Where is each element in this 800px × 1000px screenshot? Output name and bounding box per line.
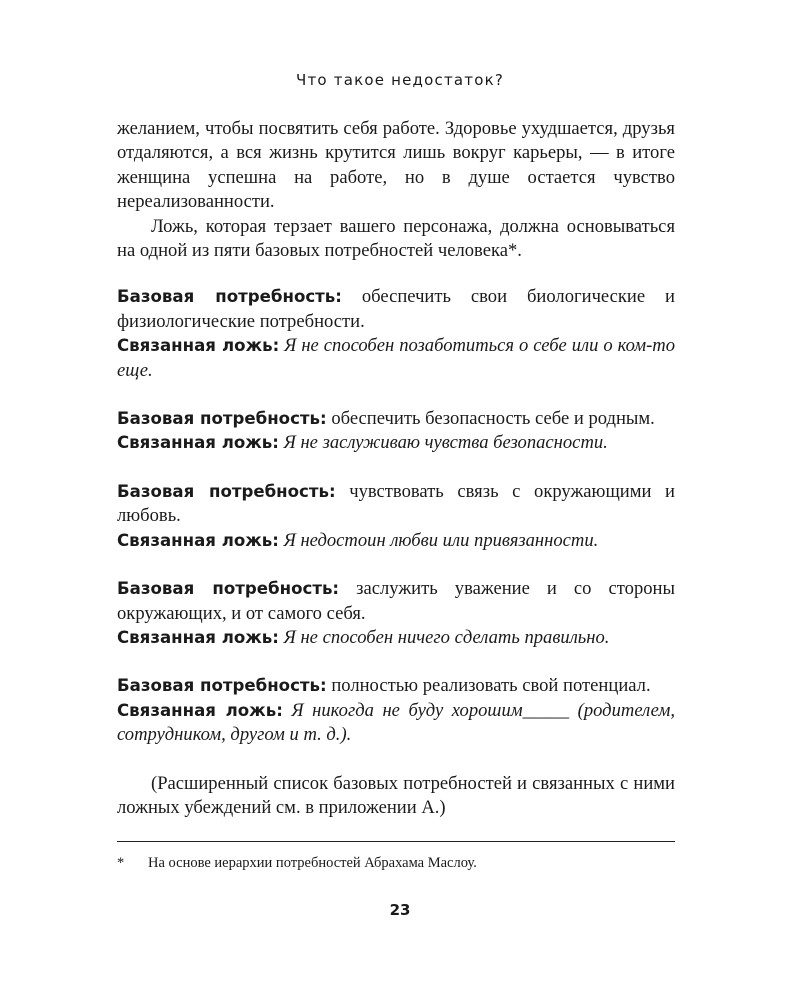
need-line: [117, 285, 675, 334]
body-text: [117, 117, 675, 820]
need-lie-pair-4: [117, 577, 675, 650]
lie-line: [117, 699, 675, 748]
need-line: [117, 480, 675, 529]
need-label: Базовая потребность:: [117, 579, 340, 599]
need-label: Базовая потребность:: [117, 481, 336, 501]
paragraph-lie: Ложь, которая терзает вашего персонажа, должна основываться на одной из пяти базовых потребностей человека*.: [117, 215, 675, 262]
lie-label: Связанная ложь:: [117, 336, 280, 356]
need-text: заслужить уважение и со стороны окружающих, и от самого себя.: [117, 578, 675, 624]
lie-text: Я недостоин любви или привязанности.: [283, 529, 599, 551]
lie-label: Связанная ложь:: [117, 627, 279, 647]
lie-label: Связанная ложь:: [117, 530, 279, 550]
footnote-mark: *: [117, 855, 125, 871]
need-label: Базовая потребность:: [117, 676, 327, 696]
need-text: полностью реализовать свой потенциал.: [331, 675, 651, 697]
need-line: [117, 577, 675, 626]
need-label: Базовая потребность:: [117, 409, 327, 429]
need-text: обеспечить безопасность себе и родным.: [331, 408, 655, 430]
lie-line: [117, 334, 675, 383]
lie-line: [117, 431, 675, 455]
need-lie-pair-5: [117, 674, 675, 747]
lie-text: Я не заслуживаю чувства безопасности.: [283, 432, 608, 454]
footnote-text: На основе иерархии потребностей Абрахама Маслоу.: [148, 855, 477, 871]
lie-label: Связанная ложь:: [117, 700, 283, 720]
lie-text: Я никогда не буду хорошим_____ (родителем, сотрудником, другом и т. д.).: [117, 699, 675, 746]
closing-paragraph: (Расширенный список базовых потребностей и связанных с ними ложных убеждений см. в приложении А.): [117, 772, 675, 818]
need-lie-pair-2: [117, 407, 675, 456]
need-label: Базовая потребность:: [117, 287, 342, 307]
footnote: [117, 853, 675, 873]
page-number: 23: [389, 901, 411, 919]
need-lie-pair-1: [117, 285, 675, 383]
lie-line: [117, 529, 675, 553]
need-text: обеспечить свои биологические и физиологические потребности.: [117, 286, 675, 332]
need-line: [117, 674, 675, 698]
lie-line: [117, 626, 675, 650]
lie-label: Связанная ложь:: [117, 433, 279, 453]
need-lie-pair-3: [117, 480, 675, 553]
footnote-divider: [117, 841, 675, 842]
paragraph-continuation: желанием, чтобы посвятить себя работе. Здоровье ухудшается, друзья отдаляются, а вся жизнь крутится лишь вокруг карьеры, — в итоге женщина успешна на работе, но в душе остается чувство нереализованности.: [117, 118, 675, 213]
need-line: [117, 407, 675, 431]
need-text: чувствовать связь с окружающими и любовь.: [117, 480, 675, 527]
lie-text: Я не способен позаботиться о себе или о ком-то еще.: [117, 335, 675, 381]
lie-text: Я не способен ничего сделать правильно.: [283, 626, 610, 648]
running-title: Что такое недостаток?: [295, 71, 505, 89]
